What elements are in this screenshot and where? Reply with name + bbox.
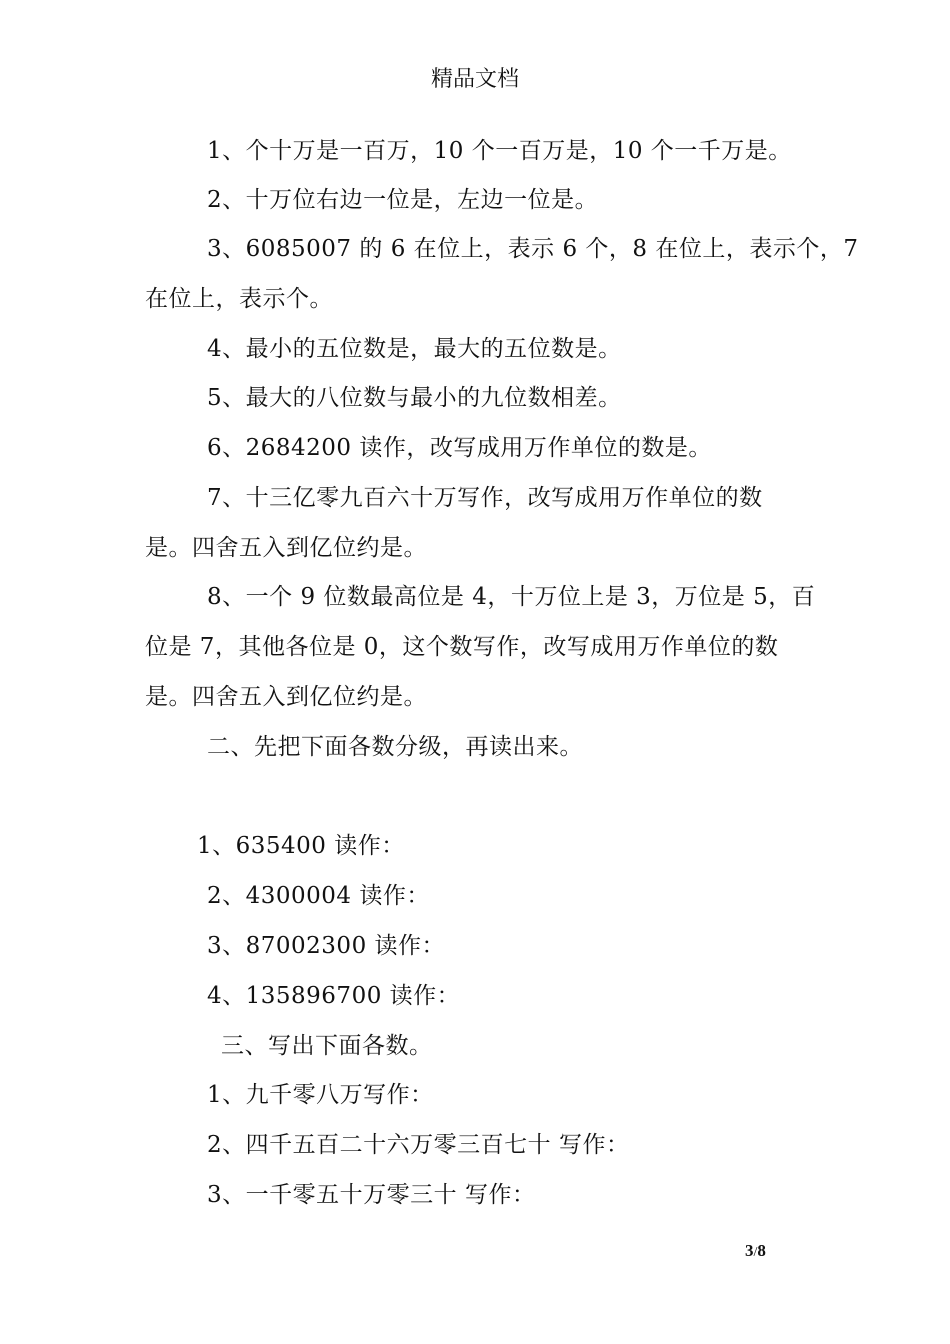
current-page: 3 [745, 1241, 754, 1260]
question-line: 2、四千五百二十六万零三百七十 写作： [207, 1132, 630, 1158]
question-line: 4、最小的五位数是，最大的五位数是。 [207, 336, 622, 362]
question-line: 3、87002300 读作： [207, 933, 446, 959]
question-line: 位是 7，其他各位是 0，这个数写作，改写成用万作单位的数 [145, 634, 779, 660]
question-line: 1、九千零八万写作： [207, 1082, 434, 1108]
question-line: 3、6085007 的 6 在位上，表示 6 个，8 在位上，表示个，7 [207, 236, 859, 262]
question-line: 是。四舍五入到亿位约是。 [145, 684, 427, 710]
total-pages: 8 [757, 1241, 766, 1260]
section-heading: 二、先把下面各数分级，再读出来。 [207, 734, 583, 760]
question-line: 1、635400 读作： [197, 833, 405, 859]
question-line: 3、一千零五十万零三十 写作： [207, 1182, 536, 1208]
page-number [745, 1241, 766, 1261]
question-line: 2、4300004 读作： [207, 883, 430, 909]
question-line: 7、十三亿零九百六十万写作，改写成用万作单位的数 [207, 485, 763, 511]
page-separator: / [753, 1245, 758, 1260]
section-heading: 三、写出下面各数。 [221, 1033, 433, 1059]
question-line: 5、最大的八位数与最小的九位数相差。 [207, 385, 622, 411]
question-line: 6、2684200 读作，改写成用万作单位的数是。 [207, 435, 712, 461]
page-header: 精品文档 [430, 67, 519, 92]
question-line: 8、一个 9 位数最高位是 4，十万位上是 3，万位是 5，百 [207, 584, 816, 610]
question-line: 是。四舍五入到亿位约是。 [145, 535, 427, 561]
question-line: 4、135896700 读作： [207, 983, 461, 1009]
question-line: 在位上，表示个。 [145, 286, 333, 312]
question-line: 1、个十万是一百万，10 个一百万是，10 个一千万是。 [207, 138, 792, 164]
question-line: 2、十万位右边一位是，左边一位是。 [207, 187, 599, 213]
